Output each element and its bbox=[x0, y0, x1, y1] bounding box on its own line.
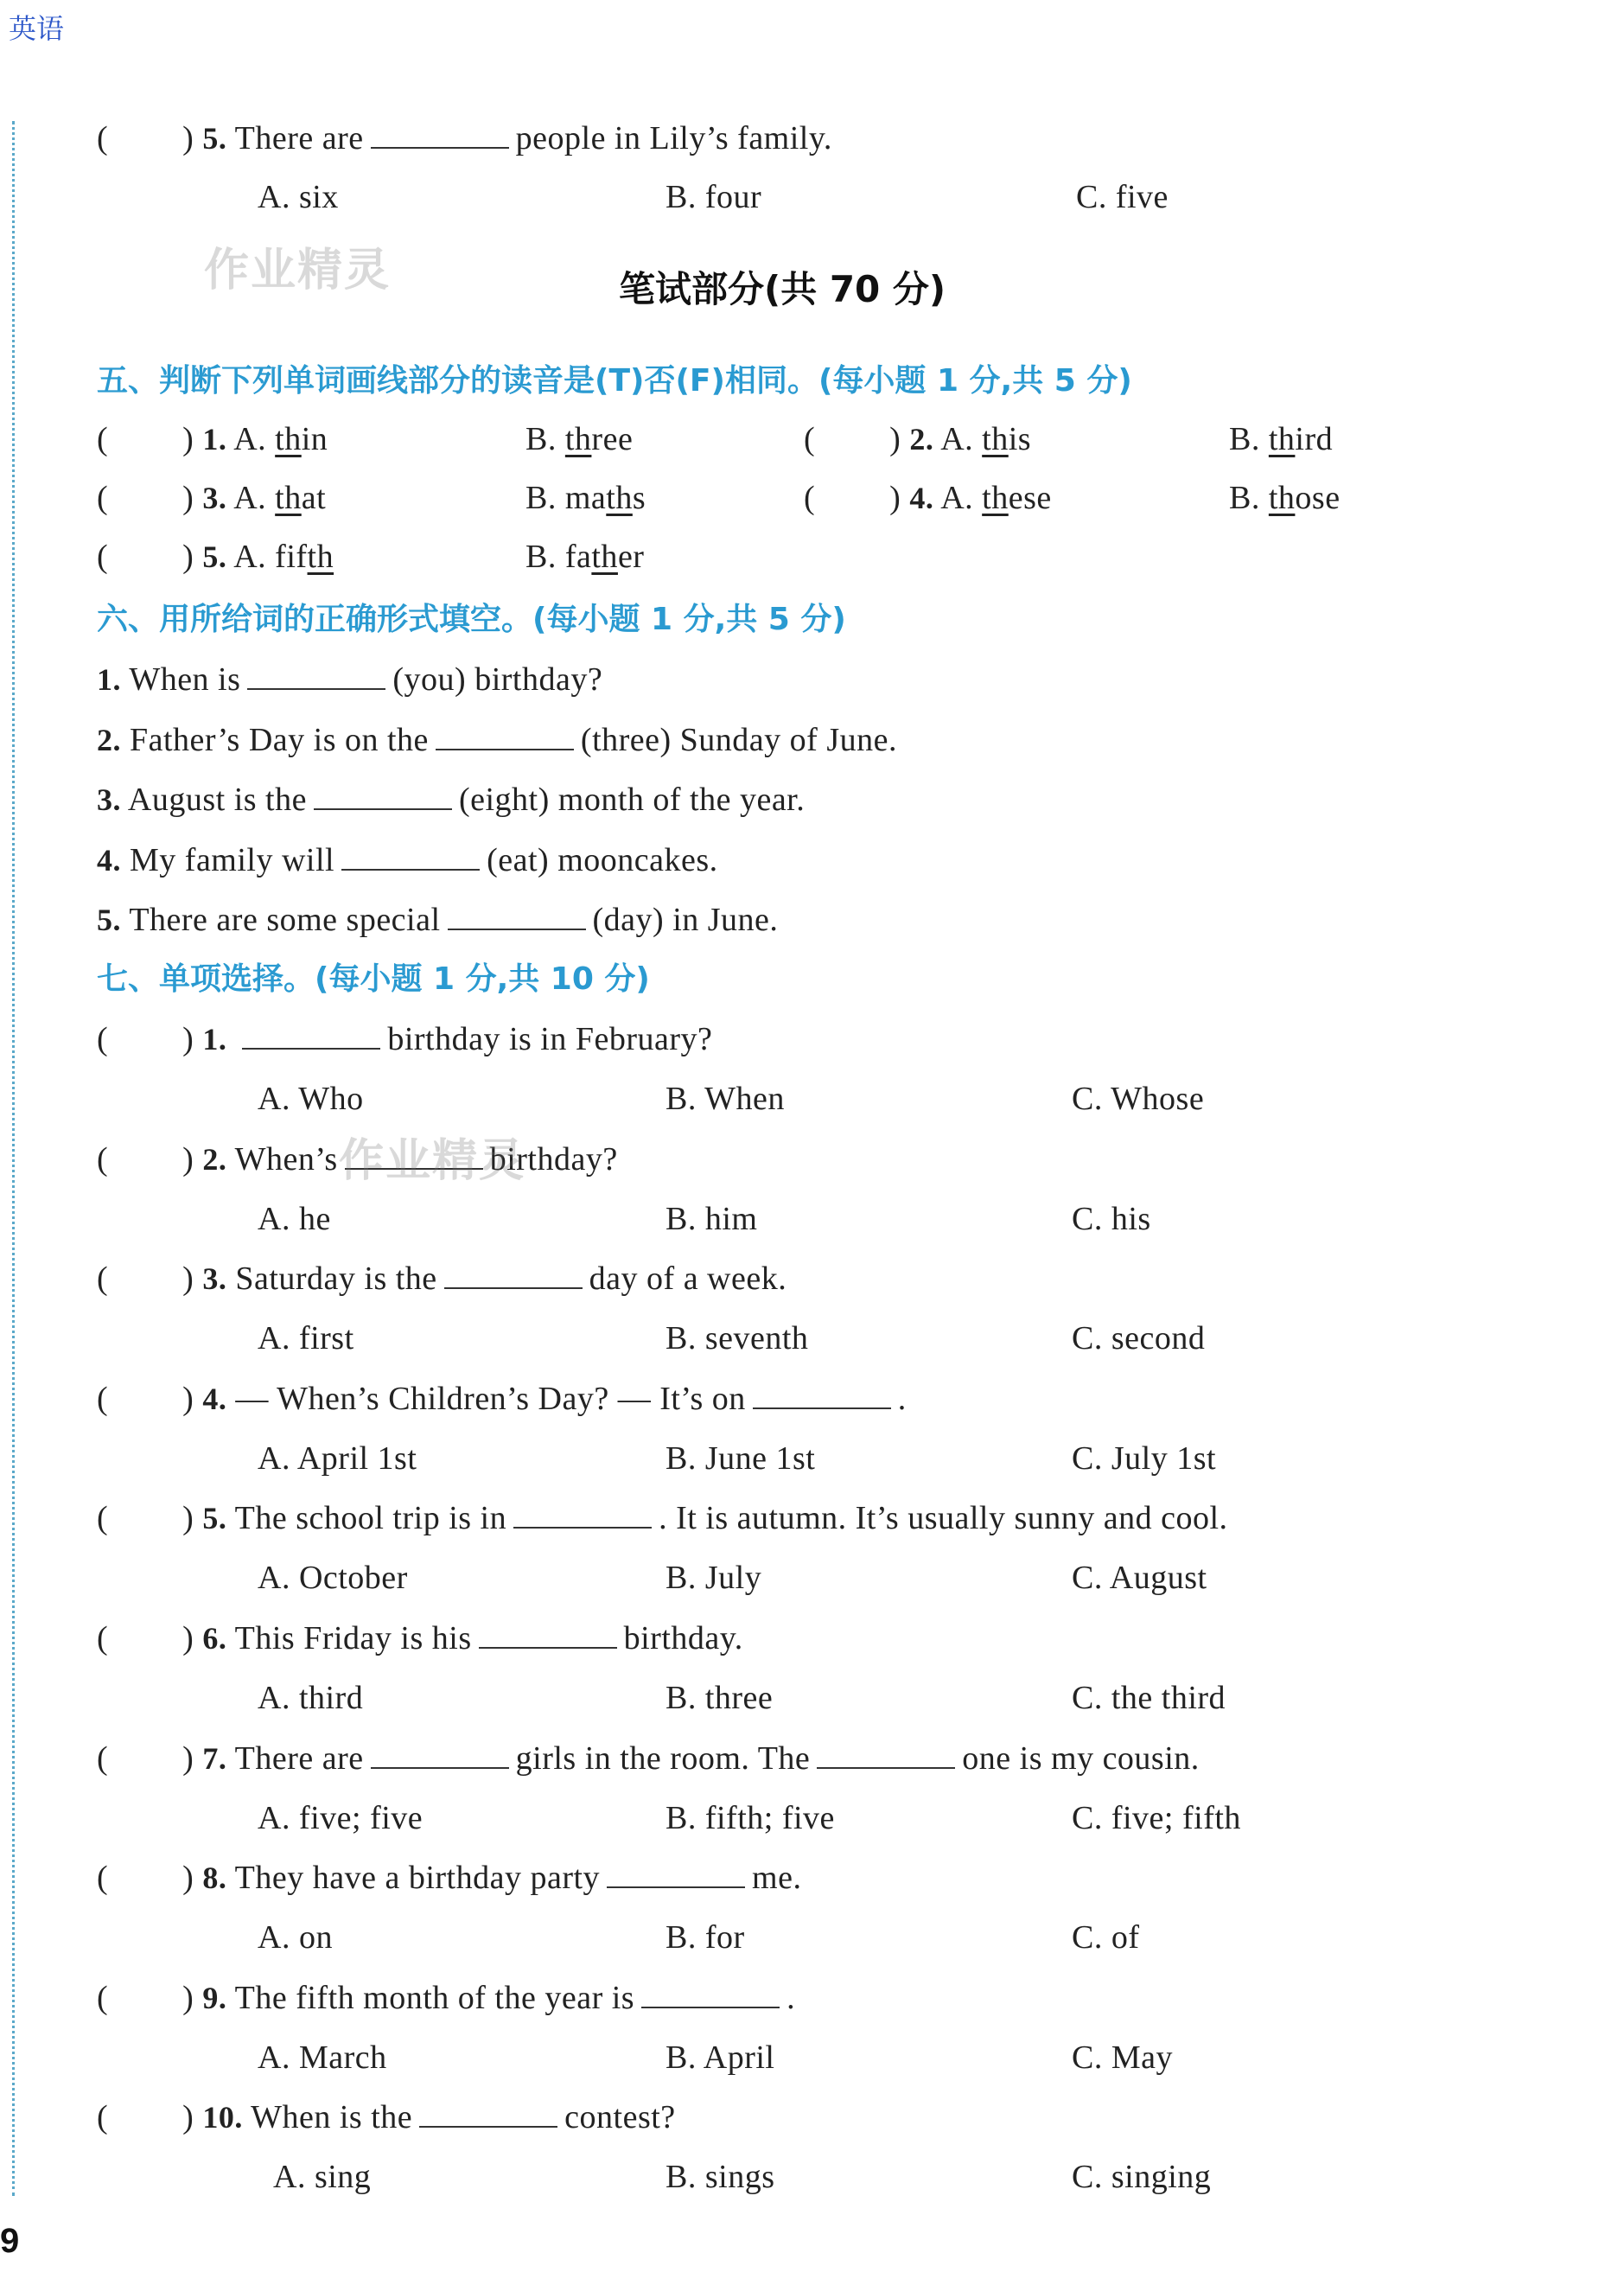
question-text: When is bbox=[129, 661, 241, 698]
option-a: A. five; five bbox=[258, 1799, 424, 1836]
header-mark: 英语 bbox=[9, 13, 65, 44]
page-number: 9 bbox=[0, 2222, 20, 2260]
answer-parens[interactable]: ( ) 9. bbox=[97, 1979, 227, 2016]
choice-item bbox=[97, 1739, 1200, 1778]
answer-blank[interactable] bbox=[448, 903, 586, 930]
word-a-underlined: th bbox=[275, 480, 302, 516]
word-b-underlined: th bbox=[1268, 421, 1296, 457]
answer-blank[interactable] bbox=[371, 121, 509, 149]
watermark-2: 作业精灵 bbox=[339, 1135, 526, 1187]
option-c: C. July 1st bbox=[1072, 1439, 1217, 1477]
word-a-underlined: th bbox=[982, 421, 1009, 457]
answer-blank[interactable] bbox=[513, 1501, 652, 1529]
question-text: The school trip is in bbox=[234, 1500, 507, 1537]
question-text: birthday. bbox=[623, 1620, 743, 1656]
option-c: C. singing bbox=[1072, 2159, 1212, 2196]
option-b: B. sings bbox=[666, 2159, 775, 2196]
word-b-prefix: B. bbox=[1229, 421, 1269, 457]
option-b: B. seventh bbox=[666, 1320, 809, 1357]
option-b: B. When bbox=[666, 1081, 785, 1117]
option-c: C. May bbox=[1072, 2039, 1173, 2076]
word-a-suffix: ese bbox=[1008, 480, 1052, 516]
option-a: A. October bbox=[258, 1560, 408, 1597]
question-text: There are some special bbox=[129, 902, 441, 938]
answer-parens[interactable]: ( ) 10. bbox=[97, 2099, 243, 2136]
question-number: 5. bbox=[97, 903, 121, 937]
answer-blank[interactable] bbox=[247, 662, 385, 690]
option-b: B. June 1st bbox=[666, 1439, 816, 1477]
word-b-underlined: th bbox=[564, 421, 592, 457]
watermark: 作业精灵 bbox=[204, 245, 392, 297]
option-a: A. Who bbox=[258, 1081, 364, 1117]
answer-parens[interactable]: ( ) 1. bbox=[97, 1021, 227, 1057]
fill-item bbox=[97, 901, 778, 939]
choice-item bbox=[97, 1979, 795, 2017]
question-number: 5. bbox=[202, 539, 227, 574]
judge-word-b bbox=[525, 420, 633, 458]
question-text: . It is autumn. It’s usually sunny and cool. bbox=[659, 1500, 1228, 1537]
judge-word-b bbox=[525, 538, 644, 576]
answer-blank[interactable] bbox=[436, 723, 574, 750]
choice-item bbox=[97, 1499, 1228, 1537]
option-b: B. April bbox=[666, 2039, 775, 2076]
written-section-title: 笔试部分(共 70 分) bbox=[619, 268, 946, 310]
word-a-suffix: at bbox=[301, 480, 327, 516]
question-text: . bbox=[787, 1979, 796, 2016]
question-text: day of a week. bbox=[589, 1261, 787, 1298]
word-a-underlined: th bbox=[982, 480, 1009, 516]
word-b-prefix: B. fa bbox=[525, 539, 592, 575]
word-b-suffix: s bbox=[632, 480, 646, 516]
question-text: me. bbox=[752, 1860, 802, 1897]
question-text: birthday? bbox=[489, 1140, 618, 1178]
word-b-prefix: B. ma bbox=[525, 480, 607, 516]
option-c: C. five bbox=[1076, 179, 1169, 215]
option-c: C. Whose bbox=[1072, 1081, 1205, 1117]
option-c: C. five; fifth bbox=[1072, 1799, 1241, 1836]
option-b: B. him bbox=[666, 1200, 758, 1237]
question-number: 2. bbox=[97, 722, 121, 757]
fill-item bbox=[97, 781, 805, 819]
question-text: birthday is in February? bbox=[387, 1021, 713, 1057]
question-text: (eat) mooncakes. bbox=[487, 841, 718, 878]
option-a: A. sing bbox=[273, 2159, 372, 2196]
question-number: 7. bbox=[202, 1740, 227, 1776]
question-text: (three) Sunday of June. bbox=[580, 721, 897, 758]
question-text: There are bbox=[234, 1739, 364, 1777]
word-a-prefix: A. bbox=[233, 480, 276, 516]
word-b-underlined: th bbox=[1268, 480, 1296, 516]
question-text: (eight) month of the year. bbox=[458, 782, 806, 818]
answer-parens[interactable]: ( ) 5. bbox=[97, 1500, 227, 1537]
question-text: — When’s Children’s Day? — It’s on bbox=[235, 1380, 746, 1417]
option-a: A. April 1st bbox=[258, 1439, 417, 1477]
word-a-prefix: A. fif bbox=[233, 539, 308, 575]
question-text: . bbox=[897, 1380, 907, 1417]
choice-item bbox=[97, 1859, 801, 1897]
answer-parens[interactable]: ( ) 3. bbox=[97, 1261, 227, 1298]
answer-parens[interactable]: ( ) 4. bbox=[97, 1380, 227, 1417]
question-number: 2. bbox=[202, 1141, 227, 1177]
question-text: This Friday is his bbox=[234, 1620, 472, 1656]
listening-q5: ( ) 5. There are people in Lily’s family. bbox=[97, 120, 832, 156]
judge-item bbox=[804, 420, 1031, 458]
fill-item bbox=[97, 661, 602, 699]
answer-parens[interactable]: ( ) 8. bbox=[97, 1860, 227, 1897]
question-number: 3. bbox=[202, 1261, 227, 1297]
word-a-suffix: is bbox=[1008, 421, 1032, 457]
answer-blank[interactable] bbox=[371, 1741, 509, 1769]
option-b: B. three bbox=[666, 1680, 774, 1716]
question-text: My family will bbox=[130, 841, 335, 878]
option-b: B. July bbox=[666, 1560, 762, 1597]
word-b-suffix: ose bbox=[1295, 480, 1341, 516]
question-number: 4. bbox=[909, 481, 934, 515]
question-text: (day) in June. bbox=[592, 902, 779, 938]
question-text: (you) birthday? bbox=[392, 661, 603, 698]
choice-item bbox=[97, 1619, 743, 1657]
question-text: Saturday is the bbox=[235, 1261, 437, 1298]
option-b: B. for bbox=[666, 1919, 745, 1956]
answer-parens[interactable]: ( ) 4. bbox=[804, 480, 934, 516]
section-6-title: 六、用所给词的正确形式填空。(每小题 1 分,共 5 分) bbox=[97, 602, 846, 637]
question-text: August is the bbox=[127, 782, 307, 818]
section-7-title: 七、单项选择。(每小题 1 分,共 10 分) bbox=[97, 961, 650, 997]
judge-item bbox=[804, 479, 1052, 517]
answer-parens[interactable]: ( ) 2. bbox=[804, 421, 934, 457]
choice-item bbox=[97, 2098, 676, 2136]
question-number: 5. bbox=[202, 1501, 227, 1536]
question-number: 6. bbox=[202, 1621, 227, 1656]
question-number: 1. bbox=[202, 422, 227, 456]
judge-item bbox=[97, 479, 326, 517]
word-b-suffix: ree bbox=[591, 421, 634, 457]
word-b-prefix: B. bbox=[525, 421, 565, 457]
choice-item bbox=[97, 1260, 787, 1298]
answer-blank[interactable] bbox=[641, 1981, 780, 2008]
answer-blank[interactable] bbox=[607, 1861, 745, 1888]
answer-blank[interactable] bbox=[314, 782, 452, 810]
fill-item bbox=[97, 721, 897, 759]
answer-parens[interactable]: ( ) 7. bbox=[97, 1739, 227, 1777]
option-c: C. the third bbox=[1072, 1680, 1226, 1716]
choice-item bbox=[97, 1020, 712, 1058]
answer-parens[interactable]: ( ) 2. bbox=[97, 1140, 227, 1178]
option-a: A. he bbox=[258, 1200, 331, 1237]
word-b-underlined: th bbox=[606, 480, 633, 516]
answer-blank[interactable] bbox=[242, 1022, 380, 1050]
question-text: They have a birthday party bbox=[234, 1860, 601, 1897]
question-number: 4. bbox=[202, 1381, 227, 1416]
option-a: A. first bbox=[258, 1320, 354, 1357]
judge-item bbox=[97, 538, 334, 576]
option-a: A. on bbox=[258, 1919, 333, 1956]
answer-blank[interactable] bbox=[479, 1621, 617, 1649]
option-b: B. four bbox=[666, 179, 762, 215]
option-c: C. second bbox=[1072, 1320, 1206, 1357]
word-a-prefix: A. bbox=[940, 480, 983, 516]
word-b-suffix: ird bbox=[1295, 421, 1334, 457]
question-text: The fifth month of the year is bbox=[234, 1979, 635, 2016]
choice-item bbox=[97, 1380, 907, 1418]
question-number: 4. bbox=[97, 842, 121, 878]
option-a: A. March bbox=[258, 2039, 387, 2076]
option-a: A. third bbox=[258, 1680, 364, 1716]
word-a-underlined: th bbox=[275, 421, 302, 457]
judge-item bbox=[97, 420, 328, 458]
question-number: 1. bbox=[97, 662, 121, 697]
answer-blank[interactable] bbox=[419, 2100, 557, 2128]
option-c: C. August bbox=[1072, 1560, 1207, 1597]
word-b-prefix: B. bbox=[1229, 480, 1269, 516]
question-text: When’s bbox=[234, 1140, 338, 1178]
answer-parens[interactable]: ( ) 6. bbox=[97, 1620, 227, 1656]
fill-item bbox=[97, 841, 718, 879]
question-number: 1. bbox=[202, 1022, 227, 1056]
question-text: one is my cousin. bbox=[962, 1739, 1200, 1777]
word-b-underlined: th bbox=[591, 539, 618, 575]
section-5-title: 五、判断下列单词画线部分的读音是(T)否(F)相同。(每小题 1 分,共 5 分) bbox=[97, 363, 1132, 399]
answer-parens[interactable]: ( ) 3. bbox=[97, 480, 227, 516]
judge-word-b bbox=[1229, 420, 1333, 458]
word-a-suffix: in bbox=[301, 421, 328, 457]
question-number: 9. bbox=[202, 1980, 227, 2015]
binding-dotted-line bbox=[12, 121, 15, 2196]
word-b-suffix: er bbox=[617, 539, 645, 575]
question-text: contest? bbox=[564, 2099, 676, 2136]
answer-blank[interactable] bbox=[753, 1382, 891, 1409]
option-b: B. fifth; five bbox=[666, 1799, 835, 1836]
question-number: 2. bbox=[909, 422, 934, 456]
judge-word-b bbox=[1229, 479, 1341, 517]
word-a-prefix: A. bbox=[233, 421, 276, 457]
answer-parens[interactable]: ( ) 1. bbox=[97, 421, 227, 457]
question-text: When is the bbox=[251, 2099, 413, 2136]
option-c: C. his bbox=[1072, 1200, 1151, 1237]
answer-blank[interactable] bbox=[817, 1741, 955, 1769]
answer-blank[interactable] bbox=[341, 843, 480, 871]
answer-blank[interactable] bbox=[444, 1261, 583, 1289]
answer-parens[interactable]: ( ) 5. bbox=[97, 539, 227, 575]
question-number: 3. bbox=[97, 782, 121, 817]
word-a-underlined: th bbox=[307, 539, 334, 575]
question-number: 3. bbox=[202, 481, 227, 515]
judge-word-b bbox=[525, 479, 646, 517]
question-text: girls in the room. The bbox=[515, 1739, 811, 1777]
option-a: A. six bbox=[258, 179, 339, 215]
word-a-prefix: A. bbox=[940, 421, 983, 457]
question-number: 8. bbox=[202, 1861, 227, 1896]
option-c: C. of bbox=[1072, 1919, 1140, 1956]
question-text: Father’s Day is on the bbox=[130, 721, 429, 758]
question-number: 10. bbox=[202, 2100, 243, 2135]
